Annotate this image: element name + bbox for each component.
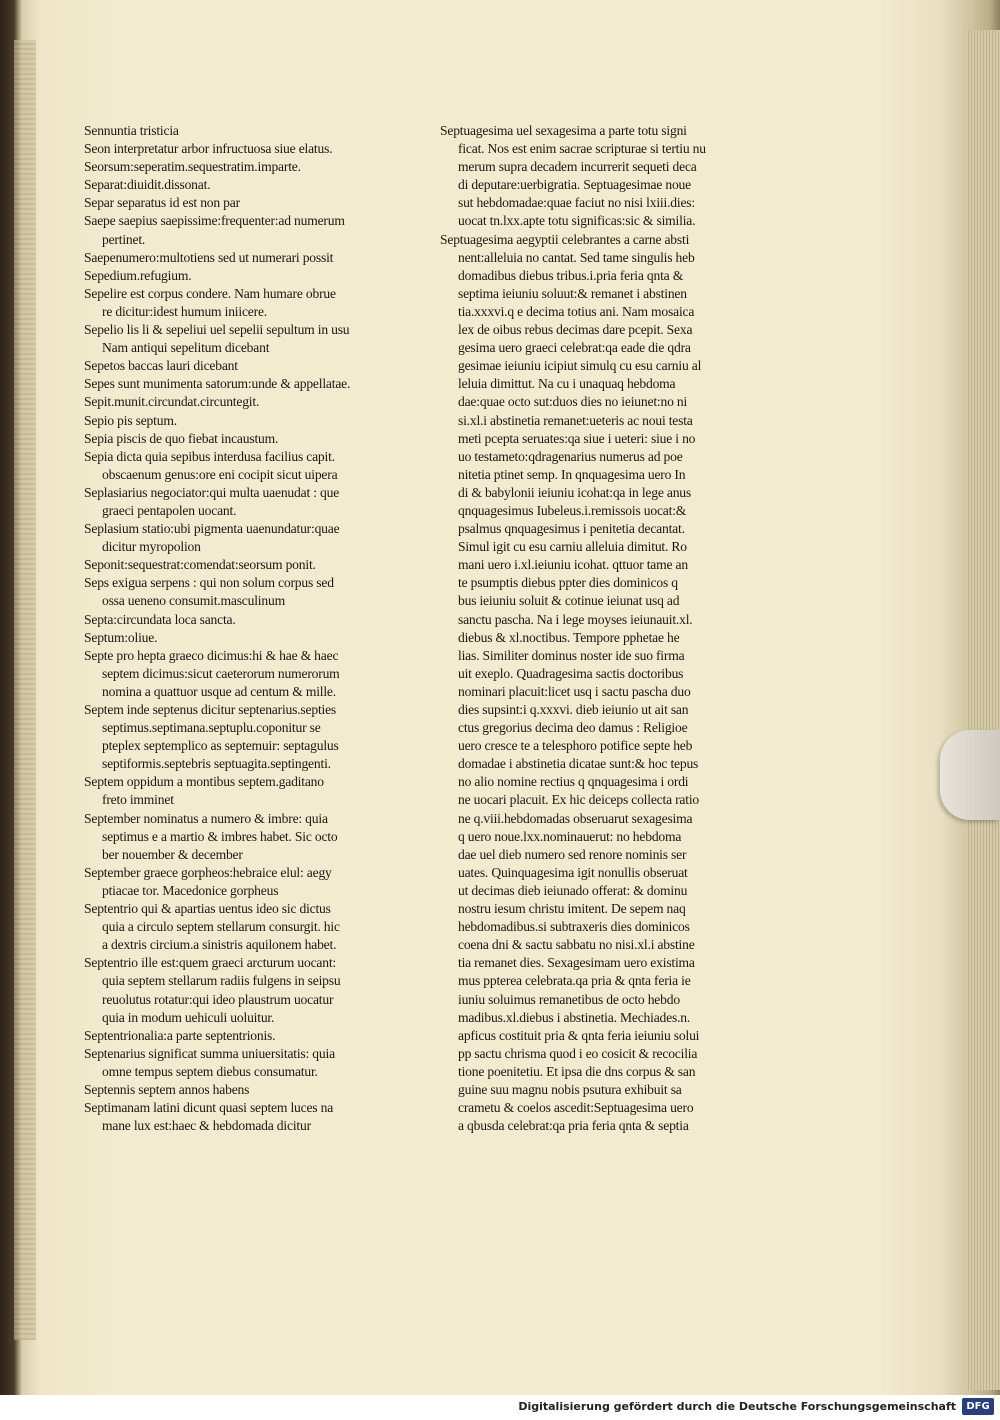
text-line: Sennuntia tristicia: [84, 123, 179, 138]
text-line: Sepia dicta quia sepibus interdusa facilius capit.: [84, 448, 335, 464]
text-line: dies supsint:i q.xxxvi. dieb ieiunio ut ait san: [458, 702, 689, 717]
text-line: Seponit:sequestrat:comendat:seorsum ponit.: [84, 557, 316, 573]
text-line: meti pcepta seruates:qa siue i ueteri: siue i no: [458, 430, 696, 446]
text-line: gesimae ieiuniu icipiut simulq cu esu carniu al: [458, 358, 702, 374]
text-line: qnquagesimus Iubeleus.i.remissois uocat:&: [458, 502, 687, 518]
text-line: ut decimas dieb ieiunado offerat: & dominu: [458, 882, 688, 898]
text-line: mani uero i.xl.ieiuniu icohat. qttuor tame an: [458, 557, 688, 573]
text-line: pertinet.: [102, 231, 146, 247]
text-line: Septuagesima uel sexagesima a parte totu signi: [440, 123, 687, 138]
text-line: diebus & xl.noctibus. Tempore pphetae he: [458, 629, 680, 645]
text-line: freto imminet: [102, 792, 174, 808]
text-line: septima ieiuniu soluut:& remanet i abstinen: [458, 285, 687, 301]
text-line: quia a circulo septem stellarum consurgit. hic: [102, 919, 340, 935]
text-line: nitetia ptinet semp. In qnquagesima uero In: [458, 466, 686, 482]
text-line: ossa ueneno consumit.masculinum: [102, 593, 285, 609]
text-line: Septe pro hepta graeco dicimus:hi & hae & haec: [84, 647, 339, 663]
text-line: sanctu pascha. Na i lege moyses ieiunauit.xl.: [458, 611, 693, 627]
text-line: Seps exigua serpens : qui non solum corpus sed: [84, 575, 334, 591]
text-line: pp sactu chrisma quod i eo cosicit & recocilia: [458, 1045, 698, 1061]
text-line: Septem oppidum a montibus septem.gaditano: [84, 774, 324, 790]
text-line: a qbusda celebrat:qa pria feria qnta & septia: [458, 1118, 689, 1134]
text-line: uo testameto:qdragenarius numerus ad poe: [458, 448, 683, 464]
text-line: madibus.xl.diebus i abstinetia. Mechiades.n.: [458, 1009, 691, 1025]
text-line: quia septem stellarum radiis fulgens in seipsu: [102, 973, 341, 989]
text-line: dae:quae octo sut:duos dies no ieiunet:no ni: [458, 394, 688, 410]
text-line: Sepedium.refugium.: [84, 267, 192, 283]
text-line: ctus gregorius decima deo damus : Religioe: [458, 720, 688, 736]
page-stack-edge: [966, 30, 1000, 1390]
text-line: nominari placuit:licet usq i sactu pascha duo: [458, 683, 691, 699]
text-line: lias. Similiter dominus noster ide suo firma: [458, 647, 685, 663]
text-line: hebdomadibus.si subtraxeris dies dominicos: [458, 919, 690, 935]
text-line: guine suu magnu nobis psutura exhibuit sa: [458, 1081, 682, 1097]
text-line: September graece gorpheos:hebraice elul: aegy: [84, 864, 332, 880]
text-line: iuniu soluimus remanetibus de octo hebdo: [458, 991, 680, 1007]
text-line: ne uocari placuit. Ex hic deiceps collecta ratio: [458, 792, 700, 808]
text-line: no alio nomine rectius q qnquagesima i ordi: [458, 774, 689, 790]
text-line: lex de oibus rebus decimas dare pcepit. Sexa: [458, 322, 693, 338]
text-line: dicitur myropolion: [102, 539, 201, 555]
text-line: ptiacae tor. Macedonice gorpheus: [102, 882, 279, 898]
text-line: uates. Quinquagesima igit nonullis obseruat: [458, 864, 688, 880]
text-line: Sepelire est corpus condere. Nam humare obrue: [84, 285, 336, 301]
text-line: re dicitur:idest humum iniicere.: [102, 303, 267, 319]
text-line: Sepes sunt munimenta satorum:unde & appellatae.: [84, 376, 351, 392]
text-line: Seon interpretatur arbor infructuosa siue elatus.: [84, 141, 333, 157]
text-line: nostru iesum christu imitent. De sepem naq: [458, 901, 686, 917]
text-line: September nominatus a numero & imbre: quia: [84, 810, 328, 826]
text-line: uero cresce te a telesphoro potifice septe heb: [458, 738, 693, 754]
text-line: gesima uero graeci celebrat:qa eade die qdra: [458, 340, 691, 356]
text-line: ber nouember & december: [102, 846, 243, 862]
text-line: bus ieiuniu soluit & cotinue ieiunat usq ad: [458, 593, 680, 609]
text-line: Septem inde septenus dicitur septenarius.septies: [84, 702, 337, 717]
text-line: septem dicimus:sicut caeterorum numerorum: [102, 665, 340, 681]
text-line: di deputare:uerbigratia. Septuagesimae noue: [458, 177, 691, 193]
binding-edge: [14, 40, 36, 1340]
left-text-column: [84, 122, 404, 1135]
text-line: a dextris circium.a sinistris aquilonem habet.: [102, 937, 337, 953]
text-line: mus ppterea celebrata.qa pria & qnta feria ie: [458, 973, 691, 989]
footer-bar: [0, 1395, 1000, 1420]
text-line: si.xl.i abstinetia remanet:ueteris ac noui testa: [458, 412, 693, 428]
text-line: Seplasium statio:ubi pigmenta uaenundatur:quae: [84, 521, 340, 537]
text-line: Septentrio qui & apartias uentus ideo sic dictus: [84, 901, 331, 917]
text-line: tia.xxxvi.q e decima totius ani. Nam mosaica: [458, 303, 695, 319]
text-line: apficus costituit pria & qnta feria ieiuniu solui: [458, 1027, 700, 1043]
text-line: sut hebdomadae:quae faciut no nisi lxiii.dies:: [458, 195, 695, 211]
text-line: Septentrionalia:a parte septentrionis.: [84, 1027, 276, 1043]
text-line: uit exeplo. Quadragesima sactis doctoribus: [458, 665, 684, 681]
text-line: Sepia piscis de quo fiebat incaustum.: [84, 430, 279, 446]
text-line: Seplasiarius negociator:qui multa uaenudat : que: [84, 484, 340, 500]
text-line: Septentrio ille est:quem graeci arcturum uocant:: [84, 955, 336, 971]
text-line: nomina a quattuor usque ad centum & mille.: [102, 683, 336, 699]
text-line: septimus e a martio & imbres habet. Sic octo: [102, 828, 338, 844]
text-line: Septuagesima aegyptii celebrantes a carne absti: [440, 231, 690, 247]
text-line: Septennis septem annos habens: [84, 1081, 250, 1097]
text-line: septimus.septimana.septuplu.coponitur se: [102, 720, 321, 736]
text-line: omne tempus septem diebus consumatur.: [102, 1063, 318, 1079]
text-line: Saepenumero:multotiens sed ut numerari possit: [84, 249, 334, 265]
text-line: Nam antiqui sepelitum dicebant: [102, 340, 270, 356]
text-line: septiformis.septebris septuagita.septingenti.: [102, 756, 331, 772]
text-line: di & babylonii ieiuniu icohat:qa in lege anus: [458, 484, 691, 500]
text-line: pteplex septemplico as septemuir: septagulus: [102, 738, 339, 754]
text-line: Seorsum:seperatim.sequestratim.imparte.: [84, 159, 301, 175]
text-line: q uero noue.lxx.nominauerut: no hebdoma: [458, 828, 682, 844]
text-line: merum supra decadem incurrerit sequeti deca: [458, 159, 697, 175]
text-line: psalmus qnquagesimus i penitetia decantat.: [458, 521, 685, 537]
text-line: domadibus diebus tribus.i.pria feria qnta &: [458, 267, 684, 283]
text-line: Septa:circundata loca sancta.: [84, 611, 236, 627]
text-line: Separat:diuidit.dissonat.: [84, 177, 211, 193]
text-line: Septum:oliue.: [84, 629, 158, 645]
text-line: Sepelio lis li & sepeliui uel sepelii sepultum in usu: [84, 322, 350, 338]
right-text-column: [440, 122, 770, 1135]
text-line: crametu & coelos ascedit:Septuagesima uero: [458, 1100, 694, 1116]
text-line: ficat. Nos est enim sacrae scripturae si tertiu nu: [458, 141, 706, 157]
text-line: quia in modum uehiculi uoluitur.: [102, 1009, 275, 1025]
text-line: Sepetos baccas lauri dicebant: [84, 358, 238, 374]
dfg-logo: DFG: [962, 1398, 994, 1415]
text-line: te psumptis diebus ppter dies dominicos q: [458, 575, 678, 591]
text-line: obscaenum genus:ore eni cocipit sicut uipera: [102, 466, 338, 482]
text-line: coena dni & sactu sabbatu no nisi.xl.i abstine: [458, 937, 695, 953]
text-line: leluia dimittut. Na cu i unaquaq hebdoma: [458, 376, 676, 392]
text-line: Separ separatus id est non par: [84, 195, 240, 211]
text-line: domadae i abstinetia dicatae sunt:& hoc tepus: [458, 756, 699, 772]
text-line: dae uel dieb numero sed renore nominis ser: [458, 846, 687, 862]
text-line: reuolutus rotatur:qui ideo plaustrum uocatur: [102, 991, 334, 1007]
text-line: ne q.viii.hebdomadas obseruarut sexagesima: [458, 810, 693, 826]
text-line: Saepe saepius saepissime:frequenter:ad numerum: [84, 213, 345, 229]
text-line: Sepit.munit.circundat.circuntegit.: [84, 394, 260, 410]
funding-credit: Digitalisierung gefördert durch die Deutsche Forschungsgemeinschaft: [518, 1400, 956, 1413]
page-clip: [940, 730, 1000, 820]
text-line: tione poenitetiu. Et ipsa die dns corpus & san: [458, 1063, 696, 1079]
text-line: graeci pentapolen uocant.: [102, 502, 237, 518]
text-line: Sepio pis septum.: [84, 412, 177, 428]
text-line: Simul igit cu esu carniu alleluia dimitut. Ro: [458, 539, 687, 555]
text-line: Septenarius significat summa uniuersitatis: quia: [84, 1045, 335, 1061]
text-line: mane lux est:haec & hebdomada dicitur: [102, 1118, 311, 1134]
text-line: Septimanam latini dicunt quasi septem luces na: [84, 1100, 334, 1116]
text-line: tia remanet dies. Sexagesimam uero existima: [458, 955, 695, 971]
text-line: uocat tn.lxx.apte totu significas:sic & similia.: [458, 213, 696, 229]
text-line: nent:alleluia no cantat. Sed tame singulis heb: [458, 249, 695, 265]
